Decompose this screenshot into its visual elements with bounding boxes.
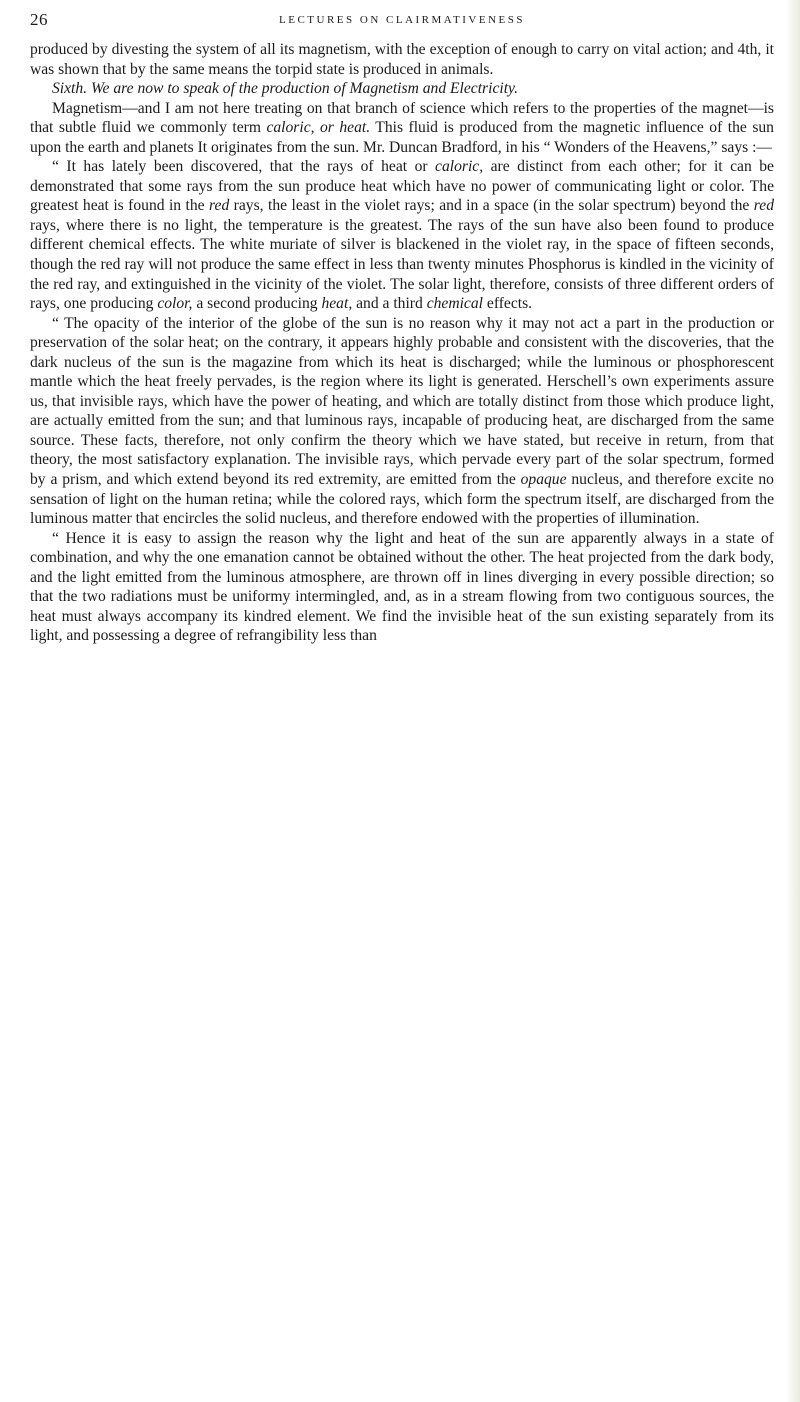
italic-text: red <box>209 197 230 215</box>
text-run: and a third <box>352 295 427 313</box>
text-run: are distinct from each other; for it can be demonstrated that some rays from the sun produce heat which have no power of communicating light or color. The greatest heat is found in the <box>30 158 774 215</box>
text-run: effects. <box>483 295 533 313</box>
italic-text: caloric, or heat. <box>266 119 371 137</box>
running-head <box>30 8 774 36</box>
italic-text: color, <box>157 295 193 313</box>
text-run: rays, where there is no light, the temperature is the greatest. The rays of the sun have also been found to produce different chemical effects. The white muriate of silver is blackened in the violet ray, in the space of fifteen seconds, though the red ray will not produce the same effect in less than twenty minutes Phosphorus is kindled in the vicinity of the red ray, and extinguished in the vicinity of the violet. The solar light, therefore, consists of three different orders of rays, one producing <box>30 216 774 313</box>
paragraph <box>30 99 774 158</box>
text-run: nucleus, and therefore excite no sensation of light on the human retina; while the colored rays, which form the spectrum itself, are discharged from the luminous matter that encircles the solid nucleus, and therefore endowed with the properties of illumination. <box>30 471 774 528</box>
paragraph <box>30 314 774 529</box>
italic-text: Sixth. We are now to speak of the production of Magnetism and Electricity. <box>52 80 519 98</box>
text-run: “ The opacity of the interior of the globe of the sun is no reason why it may not act a part in the production or preservation of the solar heat; on the contrary, it appears highly probable and consistent with the discoveries, that the dark nucleus of the sun is the magazine from which its heat is discharged; while the luminous or phosphorescent mantle which the heat freely pervades, is the region where its light is generated. Herschell’s own experiments assure us, that invisible rays, which have the power of heating, and which are totally distinct from those which produce light, are actually emitted from the sun; and that luminous rays, incapable of producing heat, are discharged from the same source. These facts, therefore, not only confirm the theory which we have stated, but receive in return, from that theory, the most satisfactory explanation. The invisible rays, which pervade every part of the solar spectrum, formed by a prism, and which extend beyond its red extremity, are emitted from the <box>30 314 774 489</box>
scan-edge-shading <box>786 0 800 1402</box>
text-run: a second producing <box>192 295 322 313</box>
paragraph <box>30 157 774 313</box>
italic-text: chemical <box>426 295 483 313</box>
italic-text: red <box>753 197 774 215</box>
paragraph <box>30 529 774 646</box>
body-text <box>30 40 774 646</box>
text-run: “ Hence it is easy to assign the reason why the light and heat of the sun are apparently always in a state of combination, and why the one emanation cannot be obtained without the other. The heat projected from the dark body, and the light emitted from the luminous atmosphere, are thrown off in lines diverging in every possible direction; so that the two radiations must be uniformy intermingled, and, as in a stream flowing from two contiguous sources, the heat must always accompany its kindred element. We find the invisible heat of the sun existing separately from its light, and possessing a degree of refrangibility less than <box>30 529 774 645</box>
italic-text: caloric, <box>435 158 484 176</box>
text-run: produced by divesting the system of all its magnetism, with the exception of enough to carry on vital action; and 4th, it was shown that by the same means the torpid state is produced in animals. <box>30 41 774 78</box>
italic-text: opaque <box>520 471 567 489</box>
page-number: 26 <box>30 10 48 29</box>
paragraph <box>30 40 774 79</box>
text-run: Magnetism—and I am not here treating on that branch of science which refers to the properties of the magnet—is that subtle fluid we commonly term <box>30 99 774 137</box>
paragraph <box>30 79 774 99</box>
italic-text: heat, <box>321 295 353 313</box>
running-title: LECTURES ON CLAIRMATIVENESS <box>279 14 525 26</box>
text-run: rays, the least in the violet rays; and in a space (in the solar spectrum) beyond the <box>229 197 754 215</box>
text-run: “ It has lately been discovered, that the rays of heat or <box>52 158 436 176</box>
text-run: This fluid is produced from the magnetic influence of the sun upon the earth and planets It originates from the sun. Mr. Duncan Bradford, in his “ Wonders of the Heavens,” says :— <box>30 119 774 156</box>
